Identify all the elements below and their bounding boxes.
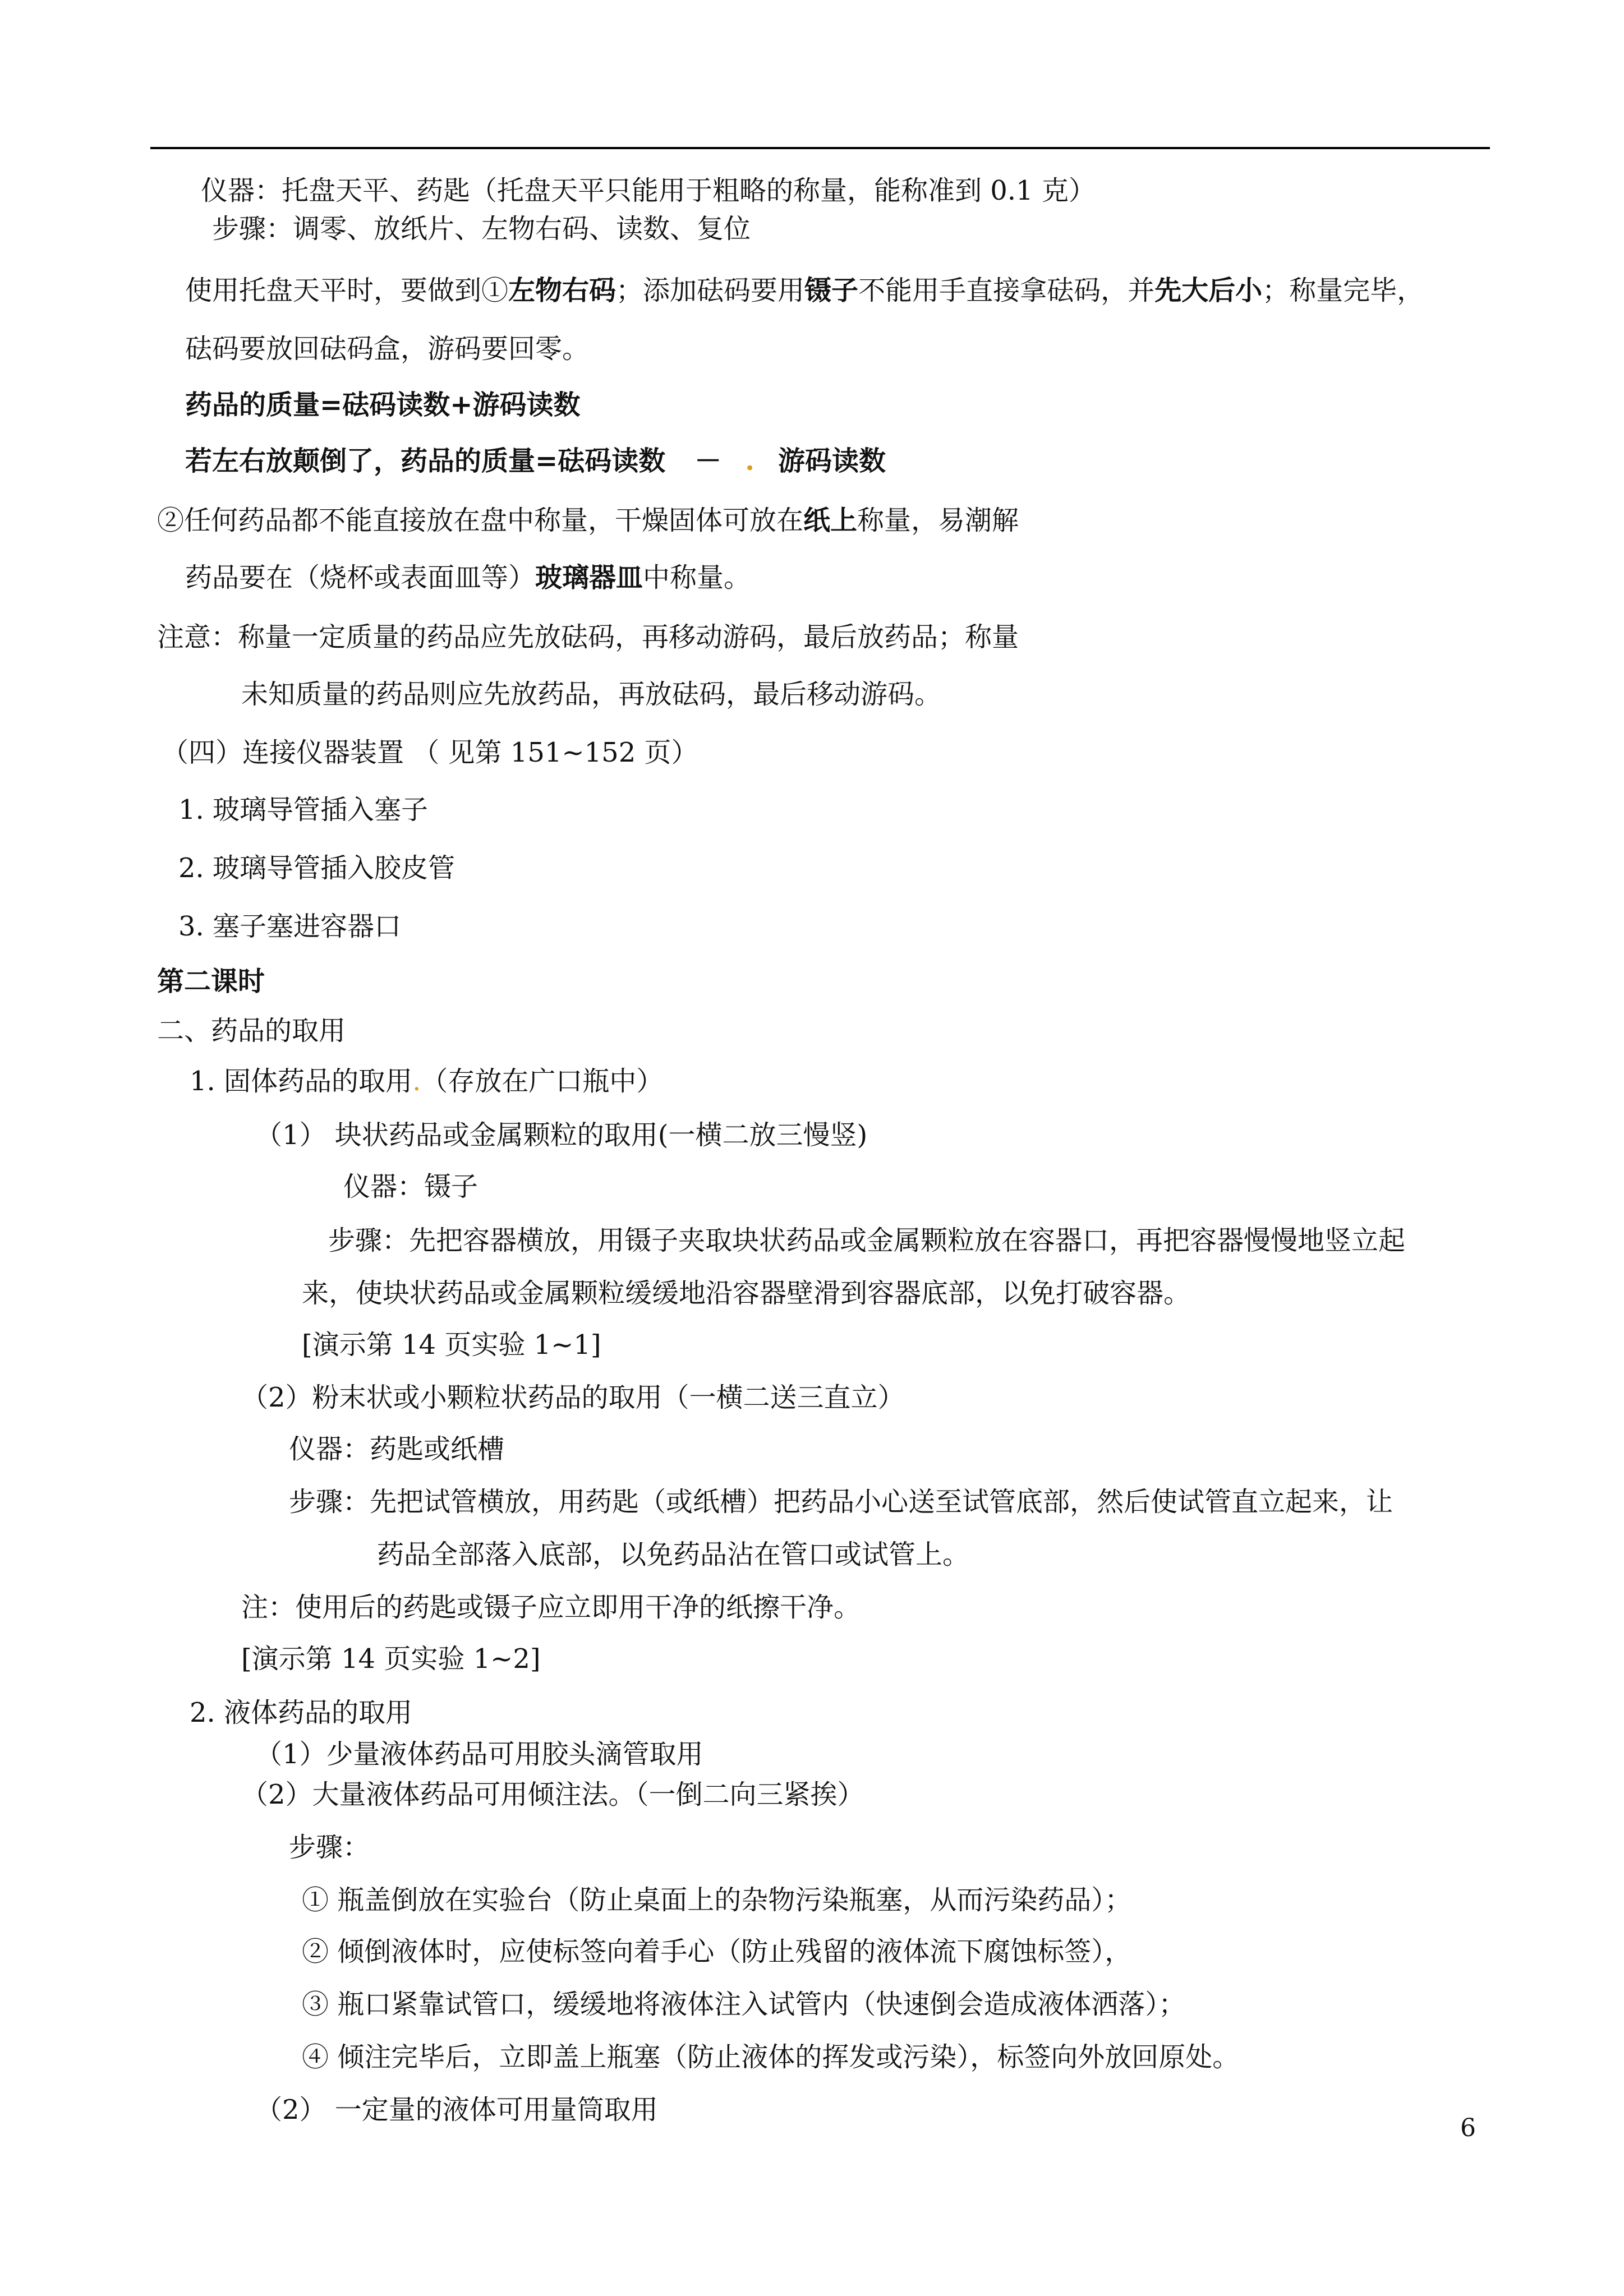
powder-instrument: 仪器：药匙或纸槽: [289, 1433, 505, 1465]
note-line-1: 注意：称量一定质量的药品应先放砝码，再移动游码，最后放药品；称量: [157, 621, 1019, 653]
solid-heading: 1. 固体药品的取用.（存放在广口瓶中）: [190, 1066, 664, 1097]
page-number: 6: [1460, 2114, 1476, 2142]
liquid-step-4: ④ 倾注完毕后，立即盖上瓶塞（防止液体的挥发或污染），标签向外放回原处。: [302, 2041, 1240, 2073]
liquid-step-3: ③ 瓶口紧靠试管口，缓缓地将液体注入试管内（快速倒会造成液体洒落）；: [302, 1989, 1186, 2020]
liquid-small: （1）少量液体药品可用胶头滴管取用: [255, 1739, 703, 1770]
block-solid-instrument: 仪器：镊子: [343, 1171, 479, 1202]
line-balance-rule-cont: 砝码要放回砝码盒，游码要回零。: [185, 333, 590, 365]
block-solid-steps: 步骤：先把容器横放，用镊子夹取块状药品或金属颗粒放在容器口，再把容器慢慢地竖立起: [328, 1225, 1406, 1256]
liquid-step-1: ① 瓶盖倒放在实验台（防止桌面上的杂物污染瓶塞，从而污染药品）；: [302, 1884, 1132, 1916]
line-steps: 步骤：调零、放纸片、左物右码、读数、复位: [212, 213, 751, 245]
line-instruments: 仪器：托盘天平、药匙（托盘天平只能用于粗略的称量，能称准到 0.1 克）: [201, 175, 1096, 206]
section-two-heading: 二、药品的取用: [157, 1015, 346, 1046]
demo-1: [演示第 14 页实验 1~1]: [302, 1329, 601, 1361]
header-rule: [150, 147, 1490, 149]
liquid-step-2: ② 倾倒液体时，应使标签向着手心（防止残留的液体流下腐蚀标签），: [302, 1936, 1132, 1967]
line-weighing-paper: ②任何药品都不能直接放在盘中称量，干燥固体可放在纸上称量，易潮解: [157, 505, 1019, 536]
block-solid-steps-cont: 来，使块状药品或金属颗粒缓缓地沿容器壁滑到容器底部，以免打破容器。: [302, 1278, 1191, 1309]
formula-mass: 药品的质量=砝码读数+游码读数: [185, 389, 581, 421]
powder-steps-cont: 药品全部落入底部，以免药品沾在管口或试管上。: [377, 1539, 970, 1570]
demo-2: [演示第 14 页实验 1~2]: [241, 1643, 541, 1675]
liquid-heading: 2. 液体药品的取用: [190, 1697, 413, 1728]
powder-steps: 步骤：先把试管横放，用药匙（或纸槽）把药品小心送至试管底部，然后使试管直立起来，让: [289, 1486, 1393, 1518]
powder-note: 注：使用后的药匙或镊子应立即用干净的纸擦干净。: [241, 1592, 861, 1623]
connect-item-3: 3. 塞子塞进容器口: [178, 911, 402, 942]
line-balance-rule: 使用托盘天平时，要做到①左物右码；添加砝码要用镊子不能用手直接拿砝码，并先大后小；称量完毕，: [185, 275, 1424, 306]
liquid-steps-label: 步骤：: [289, 1832, 370, 1863]
liquid-measure: （2） 一定量的液体可用量筒取用: [255, 2094, 658, 2126]
lesson-two-heading: 第二课时: [157, 966, 265, 997]
block-solid-heading: （1） 块状药品或金属颗粒的取用(一横二放三慢竖): [255, 1119, 868, 1151]
connect-item-2: 2. 玻璃导管插入胶皮管: [178, 852, 456, 884]
connect-item-1: 1. 玻璃导管插入塞子: [178, 794, 429, 826]
note-line-2: 未知质量的药品则应先放药品，再放砝码，最后移动游码。: [241, 679, 942, 710]
powder-heading: （2）粉末状或小颗粒状药品的取用（一横二送三直立）: [241, 1382, 905, 1413]
liquid-large: （2）大量液体药品可用倾注法。（一倒二向三紧挨）: [241, 1779, 864, 1810]
line-glassware: 药品要在（烧杯或表面皿等）玻璃器皿中称量。: [185, 562, 751, 593]
section-four-heading: （四）连接仪器装置 （ 见第 151~152 页）: [162, 737, 698, 768]
formula-reversed: 若左右放颠倒了，药品的质量=砝码读数 － . 游码读数: [185, 445, 886, 477]
